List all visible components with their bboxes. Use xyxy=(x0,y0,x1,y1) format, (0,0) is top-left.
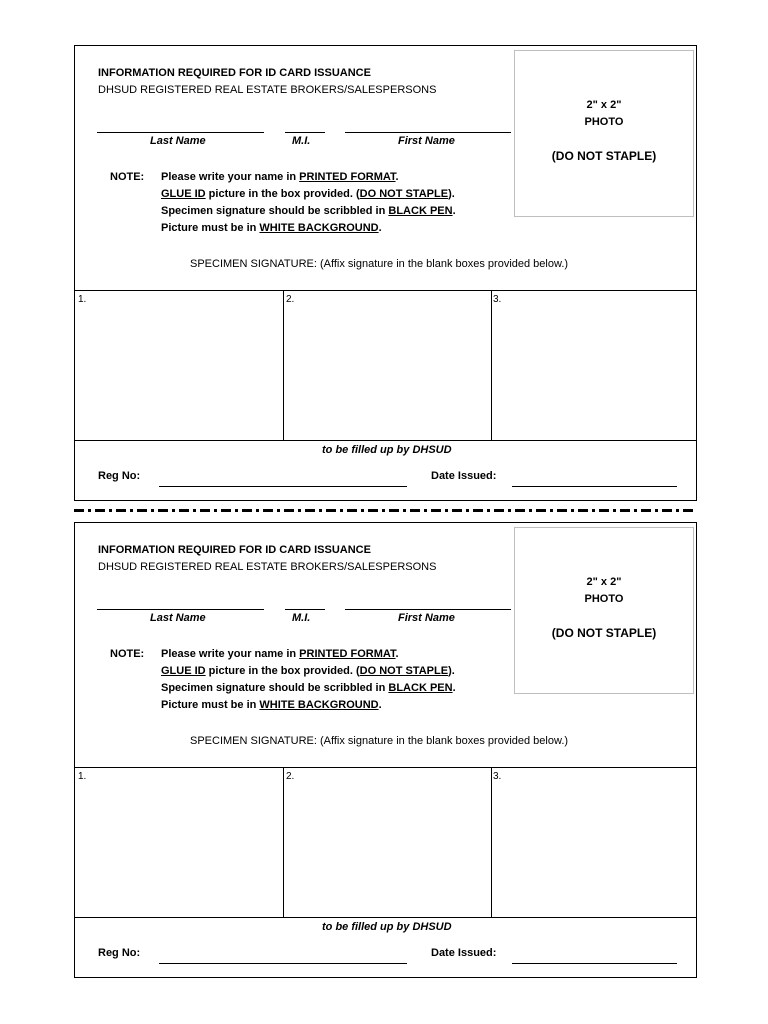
section-divider xyxy=(75,767,696,768)
cut-line xyxy=(74,509,697,512)
last-name-line[interactable] xyxy=(97,609,264,610)
photo-warning: (DO NOT STAPLE) xyxy=(551,626,657,640)
section-divider xyxy=(75,290,696,291)
form-title: INFORMATION REQUIRED FOR ID CARD ISSUANCE xyxy=(98,67,371,79)
mi-label: M.I. xyxy=(292,135,311,147)
note-label: NOTE: xyxy=(110,171,145,183)
date-issued-line[interactable] xyxy=(512,963,677,964)
first-name-line[interactable] xyxy=(345,132,511,133)
note-item: Picture must be in WHITE BACKGROUND. xyxy=(161,222,382,234)
date-issued-label: Date Issued: xyxy=(431,947,497,959)
form-subtitle: DHSUD REGISTERED REAL ESTATE BROKERS/SALESPERSONS xyxy=(98,561,437,573)
note-item: Specimen signature should be scribbled in BLACK PEN. xyxy=(161,205,456,217)
reg-no-label: Reg No: xyxy=(98,947,141,959)
box-divider xyxy=(491,290,492,440)
form-title: INFORMATION REQUIRED FOR ID CARD ISSUANCE xyxy=(98,544,371,556)
signature-box-2-number: 2. xyxy=(286,294,295,305)
signature-box-3-number: 3. xyxy=(493,771,502,782)
note-item: Please write your name in PRINTED FORMAT. xyxy=(161,171,399,183)
specimen-instruction: SPECIMEN SIGNATURE: (Affix signature in the blank boxes provided below.) xyxy=(190,258,569,270)
date-issued-label: Date Issued: xyxy=(431,470,497,482)
last-name-label: Last Name xyxy=(150,135,206,147)
first-name-label: First Name xyxy=(398,135,455,147)
box-divider xyxy=(283,767,284,917)
note-item: GLUE ID picture in the box provided. (DO NOT STAPLE). xyxy=(161,665,455,677)
note-item: Specimen signature should be scribbled in BLACK PEN. xyxy=(161,682,456,694)
form-subtitle: DHSUD REGISTERED REAL ESTATE BROKERS/SALESPERSONS xyxy=(98,84,437,96)
reg-no-line[interactable] xyxy=(159,963,407,964)
mi-line[interactable] xyxy=(285,132,325,133)
note-item: GLUE ID picture in the box provided. (DO NOT STAPLE). xyxy=(161,188,455,200)
signature-box-1-number: 1. xyxy=(78,294,87,305)
photo-label: PHOTO xyxy=(584,116,624,128)
note-item: Please write your name in PRINTED FORMAT. xyxy=(161,648,399,660)
section-divider xyxy=(75,440,696,441)
reg-no-label: Reg No: xyxy=(98,470,141,482)
signature-box-2-number: 2. xyxy=(286,771,295,782)
box-divider xyxy=(491,767,492,917)
date-issued-line[interactable] xyxy=(512,486,677,487)
photo-box[interactable] xyxy=(514,527,694,694)
mi-line[interactable] xyxy=(285,609,325,610)
section-divider xyxy=(75,917,696,918)
first-name-line[interactable] xyxy=(345,609,511,610)
last-name-line[interactable] xyxy=(97,132,264,133)
photo-box[interactable] xyxy=(514,50,694,217)
last-name-label: Last Name xyxy=(150,612,206,624)
photo-warning: (DO NOT STAPLE) xyxy=(551,149,657,163)
id-form-top xyxy=(74,45,697,501)
photo-size: 2" x 2" xyxy=(586,99,622,111)
office-use-label: to be filled up by DHSUD xyxy=(322,921,452,933)
box-divider xyxy=(283,290,284,440)
photo-label: PHOTO xyxy=(584,593,624,605)
signature-box-1-number: 1. xyxy=(78,771,87,782)
specimen-instruction: SPECIMEN SIGNATURE: (Affix signature in the blank boxes provided below.) xyxy=(190,735,569,747)
id-form-bottom xyxy=(74,522,697,978)
mi-label: M.I. xyxy=(292,612,311,624)
first-name-label: First Name xyxy=(398,612,455,624)
note-label: NOTE: xyxy=(110,648,145,660)
office-use-label: to be filled up by DHSUD xyxy=(322,444,452,456)
photo-size: 2" x 2" xyxy=(586,576,622,588)
signature-box-3-number: 3. xyxy=(493,294,502,305)
reg-no-line[interactable] xyxy=(159,486,407,487)
note-item: Picture must be in WHITE BACKGROUND. xyxy=(161,699,382,711)
